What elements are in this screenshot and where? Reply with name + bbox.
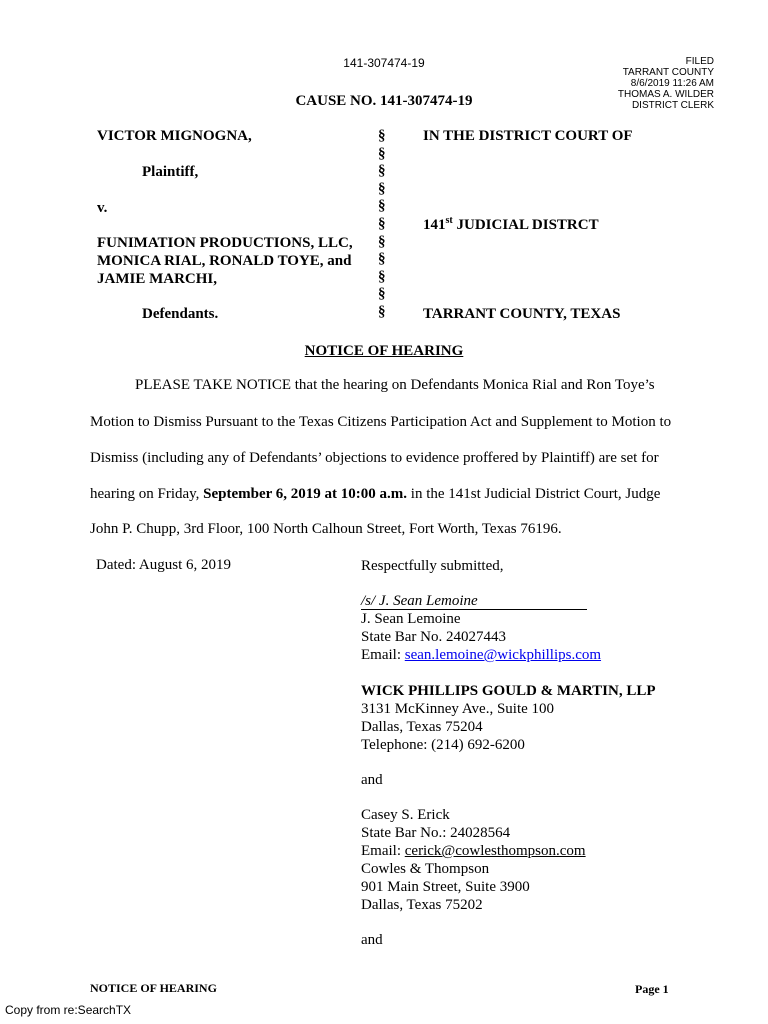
- defendants-label: Defendants.: [142, 306, 219, 322]
- notice-text-line: PLEASE TAKE NOTICE that the hearing on Defendants Monica Rial and Ron Toye’s: [135, 377, 655, 393]
- court-number-suffix: st: [445, 215, 453, 226]
- notice-text: in the 141st Judicial District Court, Judge: [407, 486, 661, 502]
- and-separator: and: [361, 772, 383, 788]
- email-link[interactable]: sean.lemoine@wickphillips.com: [404, 647, 602, 663]
- firm-address: Dallas, Texas 75204: [361, 719, 483, 735]
- notice-heading: NOTICE OF HEARING: [304, 343, 464, 359]
- firm-name: Cowles & Thompson: [361, 861, 490, 877]
- document-number: 141-307474-19: [343, 56, 425, 70]
- section-mark: §: [378, 233, 386, 250]
- firm-address: 901 Main Street, Suite 3900: [361, 879, 530, 895]
- firm-telephone: Telephone: (214) 692-6200: [361, 737, 525, 753]
- respectfully-submitted: Respectfully submitted,: [361, 558, 504, 574]
- filed-stamp-line: DISTRICT CLERK: [631, 100, 714, 111]
- email-label: Email:: [361, 647, 405, 663]
- firm-block-1: [361, 682, 656, 754]
- section-mark: §: [378, 145, 386, 162]
- section-mark: §: [378, 180, 386, 197]
- notice-text-line: Dismiss (including any of Defendants’ objections to evidence proffered by Plaintiff) are set for: [90, 450, 659, 466]
- page-number: Page 1: [635, 982, 669, 996]
- section-mark: §: [378, 128, 386, 144]
- versus: v.: [97, 200, 108, 216]
- plaintiff-label: Plaintiff,: [142, 164, 199, 180]
- notice-text-line: [90, 486, 660, 503]
- footer-title: NOTICE OF HEARING: [90, 981, 217, 995]
- section-mark: §: [378, 303, 386, 320]
- notice-text-line: Motion to Dismiss Pursuant to the Texas Citizens Participation Act and Supplement to Motion to: [90, 414, 672, 430]
- state-bar-number: State Bar No. 24027443: [361, 629, 506, 645]
- filed-stamp-line: THOMAS A. WILDER: [617, 89, 714, 100]
- cause-number: CAUSE NO. 141-307474-19: [295, 93, 473, 109]
- hearing-datetime: September 6, 2019 at 10:00 a.m.: [203, 486, 408, 502]
- dated-line: Dated: August 6, 2019: [96, 557, 231, 573]
- filed-stamp-line: TARRANT COUNTY: [622, 67, 714, 78]
- electronic-signature: /s/ J. Sean Lemoine: [361, 593, 478, 609]
- court-line: TARRANT COUNTY, TEXAS: [423, 306, 621, 322]
- defendants-line: JAMIE MARCHI,: [97, 271, 217, 287]
- attorney-block-1: [361, 610, 601, 664]
- section-mark: §: [378, 198, 386, 215]
- firm-address: Dallas, Texas 75202: [361, 897, 483, 913]
- email-line: [361, 646, 601, 664]
- email-label: Email:: [361, 843, 405, 859]
- filed-stamp-line: 8/6/2019 11:26 AM: [630, 78, 714, 89]
- email-line: [361, 842, 586, 860]
- section-mark: §: [378, 286, 386, 303]
- state-bar-number: State Bar No.: 24028564: [361, 825, 511, 841]
- firm-name: WICK PHILLIPS GOULD & MARTIN, LLP: [361, 683, 656, 699]
- plaintiff-name: VICTOR MIGNOGNA,: [97, 128, 252, 144]
- section-mark: §: [378, 215, 386, 232]
- notice-text: hearing on Friday,: [90, 486, 204, 502]
- court-number: 141: [423, 217, 446, 233]
- filed-stamp-line: FILED: [685, 56, 714, 67]
- firm-address: 3131 McKinney Ave., Suite 100: [361, 701, 555, 717]
- section-marks: [378, 128, 386, 322]
- attorney-name: J. Sean Lemoine: [361, 611, 461, 627]
- attorney-block-2: [361, 806, 586, 914]
- and-separator: and: [361, 932, 383, 948]
- notice-text-line: John P. Chupp, 3rd Floor, 100 North Calhoun Street, Fort Worth, Texas 76196.: [90, 521, 562, 537]
- defendants-line: FUNIMATION PRODUCTIONS, LLC,: [97, 235, 353, 251]
- attorney-name: Casey S. Erick: [361, 807, 450, 823]
- copy-notice: Copy from re:SearchTX: [5, 1003, 132, 1017]
- court-name: JUDICIAL DISTRCT: [452, 217, 599, 233]
- section-mark: §: [378, 163, 386, 180]
- court-line: [423, 217, 599, 234]
- email-link[interactable]: cerick@cowlesthompson.com: [404, 843, 586, 859]
- court-line: IN THE DISTRICT COURT OF: [423, 128, 633, 144]
- section-mark: §: [378, 268, 386, 285]
- section-mark: §: [378, 251, 386, 268]
- defendants-line: MONICA RIAL, RONALD TOYE, and: [97, 253, 352, 269]
